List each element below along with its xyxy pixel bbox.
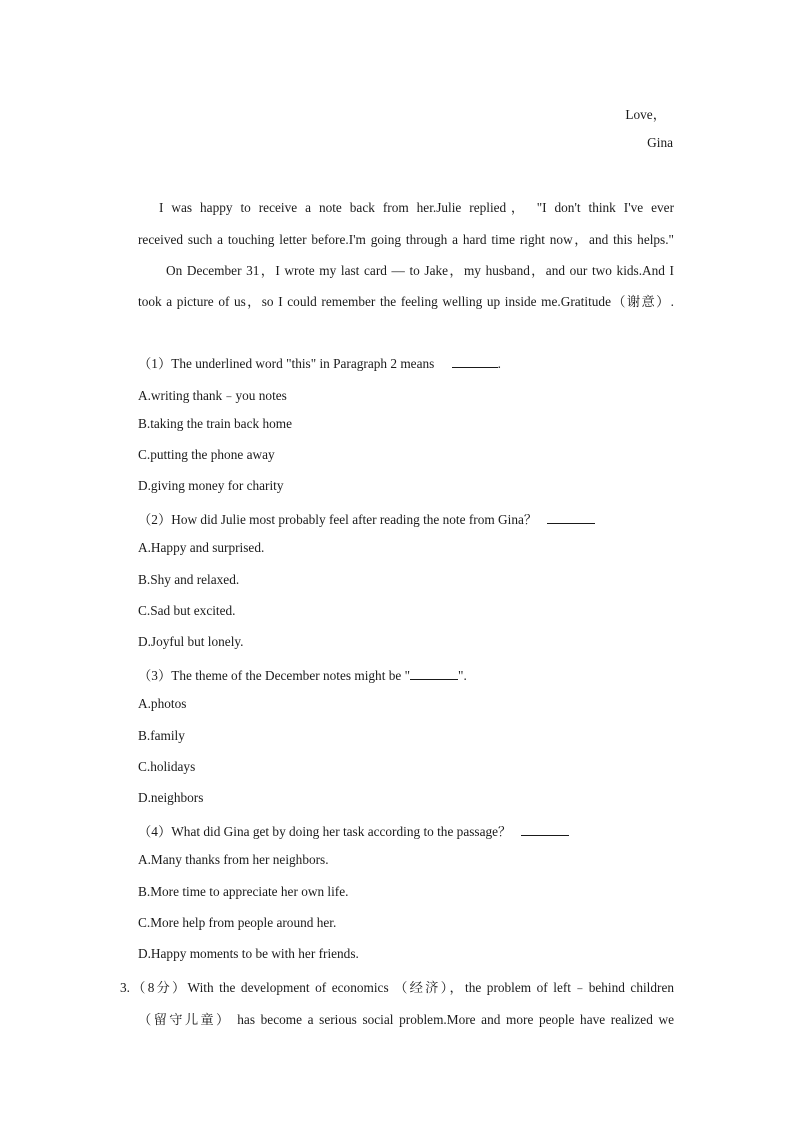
next-item-line-1: 3.（8分）With the development of economics （经济），the problem of left﹣behind children <box>120 980 674 995</box>
option-2b: B.Shy and relaxed. <box>138 572 240 587</box>
option-3c: C.holidays <box>138 759 196 774</box>
letter-salutation: Love， <box>625 107 666 122</box>
option-4c: C.More help from people around her. <box>138 915 337 930</box>
question-stem-text: （1）The underlined word "this" in Paragraph 2 means <box>138 356 435 371</box>
question-3-stem <box>138 665 467 684</box>
option-3a: A.photos <box>138 696 187 711</box>
paragraph-1-line-2: received such a touching letter before.I'm going through a hard time right now，and this helps." <box>138 232 674 247</box>
paragraph-2-line-1: On December 31，I wrote my last card — to Jake，my husband，and our two kids.And I <box>166 263 674 278</box>
answer-blank <box>521 823 569 836</box>
option-4d: D.Happy moments to be with her friends. <box>138 946 359 961</box>
question-stem-end: . <box>497 356 501 371</box>
option-2a: A.Happy and surprised. <box>138 540 265 555</box>
question-stem-text: （2）How did Julie most probably feel after reading the note from Gina？ <box>138 512 538 527</box>
option-4a: A.Many thanks from her neighbors. <box>138 852 329 867</box>
question-1-stem <box>138 353 501 372</box>
question-4-stem <box>138 821 569 840</box>
option-1c: C.putting the phone away <box>138 447 275 462</box>
letter-signature: Gina <box>647 135 673 150</box>
answer-blank <box>452 355 498 368</box>
question-stem-end: ". <box>458 668 467 683</box>
answer-blank <box>547 511 595 524</box>
option-4b: B.More time to appreciate her own life. <box>138 884 349 899</box>
option-3d: D.neighbors <box>138 790 204 805</box>
option-2c: C.Sad but excited. <box>138 603 236 618</box>
option-1d: D.giving money for charity <box>138 478 284 493</box>
paragraph-1-line-1: I was happy to receive a note back from her.Julie replied， "I don't think I've ever <box>159 200 674 215</box>
question-2-stem <box>138 509 595 528</box>
question-stem-text: （4）What did Gina get by doing her task according to the passage？ <box>138 824 512 839</box>
paragraph-2-line-2: took a picture of us，so I could remember the feeling welling up inside me.Gratitude（谢意）. <box>138 294 674 309</box>
option-3b: B.family <box>138 728 185 743</box>
next-item-line-2: （留守儿童） has become a serious social problem.More and more people have realized we <box>138 1012 674 1027</box>
option-2d: D.Joyful but lonely. <box>138 634 244 649</box>
option-1a: A.writing thank﹣you notes <box>138 388 287 403</box>
question-stem-text: （3）The theme of the December notes might be " <box>138 668 411 683</box>
option-1b: B.taking the train back home <box>138 416 292 431</box>
answer-blank <box>410 667 458 680</box>
